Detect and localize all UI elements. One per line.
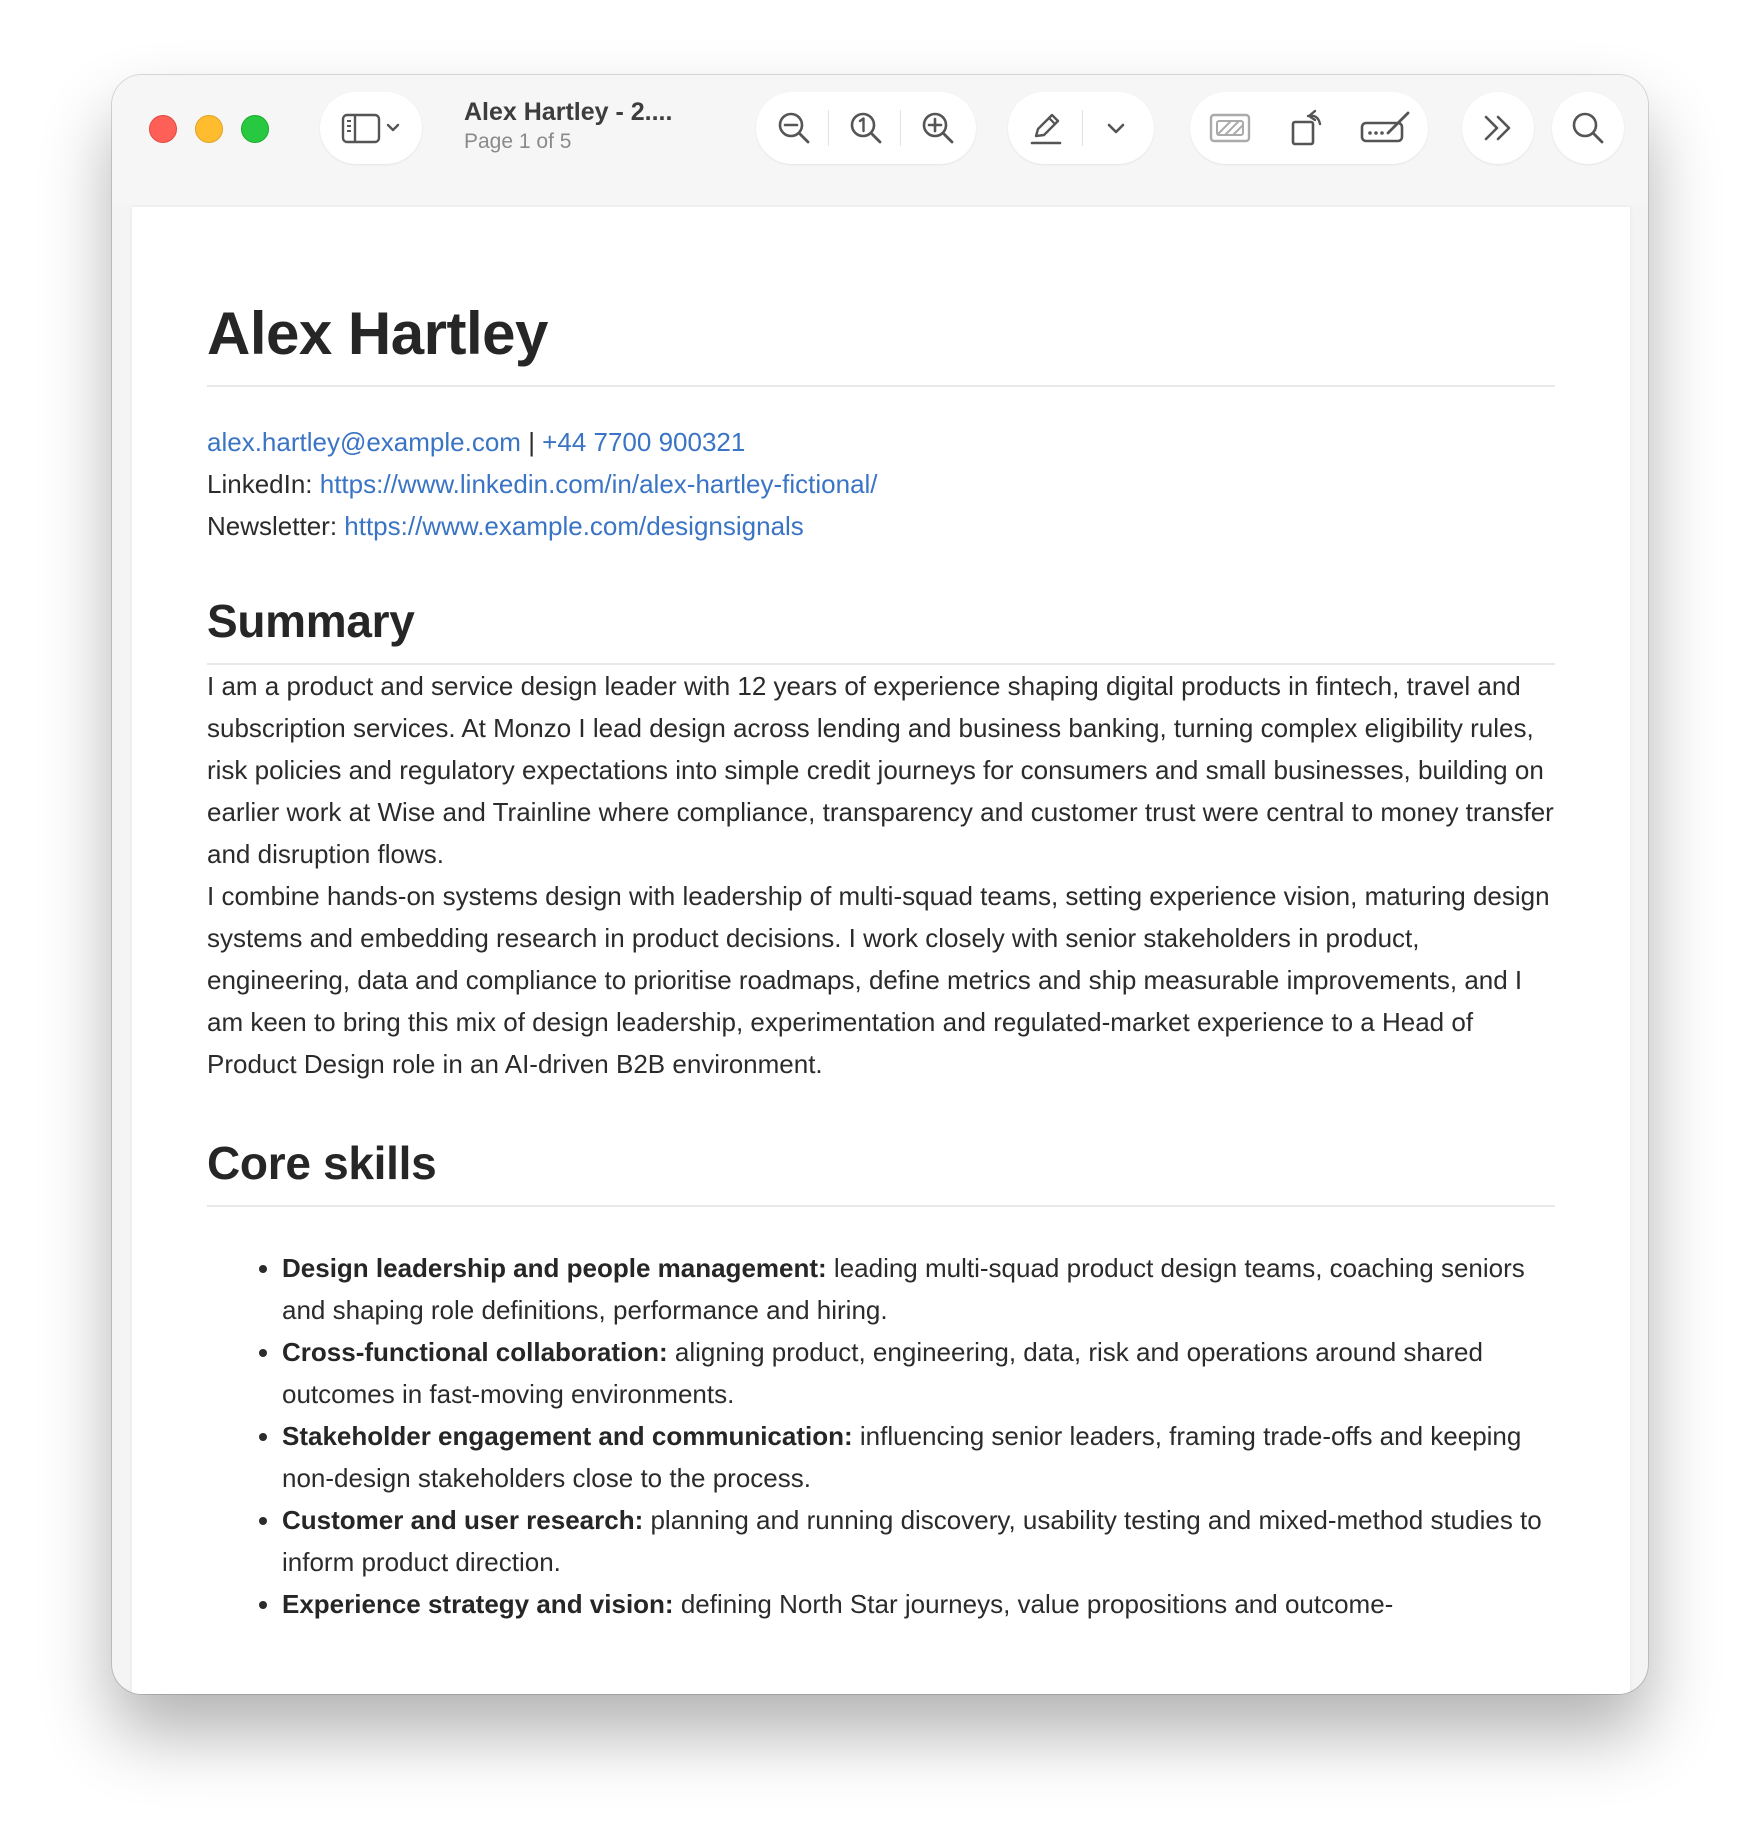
linkedin-link[interactable]: https://www.linkedin.com/in/alex-hartley-fictional/ bbox=[319, 469, 878, 499]
contact-block bbox=[207, 421, 1555, 547]
summary-paragraph: I combine hands-on systems design with leadership of multi-squad teams, setting experience vision, maturing design systems and embedding research in product decisions. I work closely with senior stakeholders in product, engineering, data and compliance to prioritise roadmaps, define metrics and ship measurable improvements, and I am keen to bring this mix of design leadership, experimentation and regulated-market experience to a Head of Product Design role in an AI-driven B2B environment. bbox=[207, 881, 1550, 1079]
zoom-in-button[interactable] bbox=[908, 92, 968, 164]
chevron-down-icon bbox=[1105, 120, 1127, 136]
zoom-out-button[interactable] bbox=[764, 92, 824, 164]
list-item bbox=[282, 1331, 1555, 1415]
skills-section bbox=[207, 1135, 1555, 1625]
linkedin-label: LinkedIn: bbox=[207, 469, 320, 499]
redact-button[interactable] bbox=[1200, 92, 1260, 164]
rotate-button[interactable] bbox=[1278, 92, 1338, 164]
redact-icon bbox=[1209, 111, 1251, 145]
sidebar-toggle-button[interactable] bbox=[330, 92, 412, 164]
newsletter-link[interactable]: https://www.example.com/designsignals bbox=[344, 511, 804, 541]
zoom-in-icon bbox=[920, 110, 956, 146]
document-title[interactable]: Alex Hartley - 2.... bbox=[464, 98, 673, 126]
zoom-group bbox=[756, 92, 976, 164]
form-fill-icon bbox=[1360, 110, 1412, 146]
form-fill-button[interactable] bbox=[1352, 92, 1420, 164]
skill-text: defining North Star journeys, value propositions and outcome- bbox=[673, 1589, 1394, 1619]
summary-paragraph: I am a product and service design leader with 12 years of experience shaping digital products in fintech, travel and subscription services. At Monzo I lead design across lending and business banking, turning complex eligibility rules, risk policies and regulatory expectations into simple credit journeys for consumers and small businesses, building on earlier work at Wise and Trainline where compliance, transparency and customer trust were central to money transfer and disruption flows. bbox=[207, 671, 1554, 869]
minimize-window-button[interactable] bbox=[195, 115, 223, 143]
skill-text: aligning product, engineering, data, risk and operations around shared outcomes in fast-moving environments. bbox=[282, 1337, 1483, 1409]
divider bbox=[207, 385, 1555, 387]
sidebar-icon bbox=[341, 111, 401, 145]
skill-title: Stakeholder engagement and communication: bbox=[282, 1421, 853, 1451]
markup-menu-button[interactable] bbox=[1086, 92, 1146, 164]
email-link[interactable]: alex.hartley@example.com bbox=[207, 427, 521, 457]
pdf-page[interactable] bbox=[132, 207, 1630, 1694]
skill-title: Experience strategy and vision: bbox=[282, 1589, 674, 1619]
double-chevron-icon bbox=[1480, 113, 1516, 143]
more-tools-button[interactable] bbox=[1468, 92, 1528, 164]
search-group bbox=[1552, 92, 1624, 164]
close-window-button[interactable] bbox=[149, 115, 177, 143]
zoom-window-button[interactable] bbox=[241, 115, 269, 143]
contact-line-newsletter bbox=[207, 505, 1555, 547]
sidebar-toggle-group bbox=[320, 92, 422, 164]
skill-title: Cross-functional collaboration: bbox=[282, 1337, 668, 1367]
contact-line-linkedin bbox=[207, 463, 1555, 505]
markup-button[interactable] bbox=[1016, 92, 1076, 164]
search-button[interactable] bbox=[1558, 92, 1618, 164]
search-icon bbox=[1570, 110, 1606, 146]
list-item bbox=[282, 1583, 1555, 1625]
skill-title: Design leadership and people management: bbox=[282, 1253, 827, 1283]
newsletter-label: Newsletter: bbox=[207, 511, 345, 541]
list-item bbox=[282, 1247, 1555, 1331]
contact-separator: | bbox=[520, 427, 543, 457]
actual-size-button[interactable] bbox=[836, 92, 896, 164]
document-title-block bbox=[464, 97, 724, 155]
preview-window bbox=[112, 75, 1648, 1694]
page-content bbox=[207, 297, 1555, 1625]
list-item bbox=[282, 1415, 1555, 1499]
resume-name: Alex Hartley bbox=[207, 300, 548, 367]
skill-text: planning and running discovery, usability testing and mixed-method studies to inform product direction. bbox=[282, 1505, 1542, 1577]
skill-text: influencing senior leaders, framing trade-offs and keeping non-design stakeholders close to the process. bbox=[282, 1421, 1522, 1493]
more-group bbox=[1462, 92, 1534, 164]
tools-group bbox=[1190, 92, 1428, 164]
summary-heading: Summary bbox=[207, 595, 415, 647]
rotate-icon bbox=[1288, 108, 1328, 148]
phone-link[interactable]: +44 7700 900321 bbox=[542, 427, 746, 457]
summary-section bbox=[207, 593, 1555, 1085]
pencil-icon bbox=[1027, 109, 1065, 147]
list-item bbox=[282, 1499, 1555, 1583]
actual-size-icon bbox=[848, 110, 884, 146]
skills-heading: Core skills bbox=[207, 1137, 437, 1189]
skill-text: leading multi-squad product design teams, coaching seniors and shaping role definitions, performance and hiring. bbox=[282, 1253, 1525, 1325]
markup-group bbox=[1008, 92, 1154, 164]
skill-title: Customer and user research: bbox=[282, 1505, 644, 1535]
contact-line-email-phone bbox=[207, 421, 1555, 463]
skills-list bbox=[207, 1247, 1555, 1625]
divider bbox=[207, 1205, 1555, 1207]
page-indicator: Page 1 of 5 bbox=[464, 130, 572, 153]
title-bar bbox=[112, 75, 1648, 205]
zoom-out-icon bbox=[776, 110, 812, 146]
